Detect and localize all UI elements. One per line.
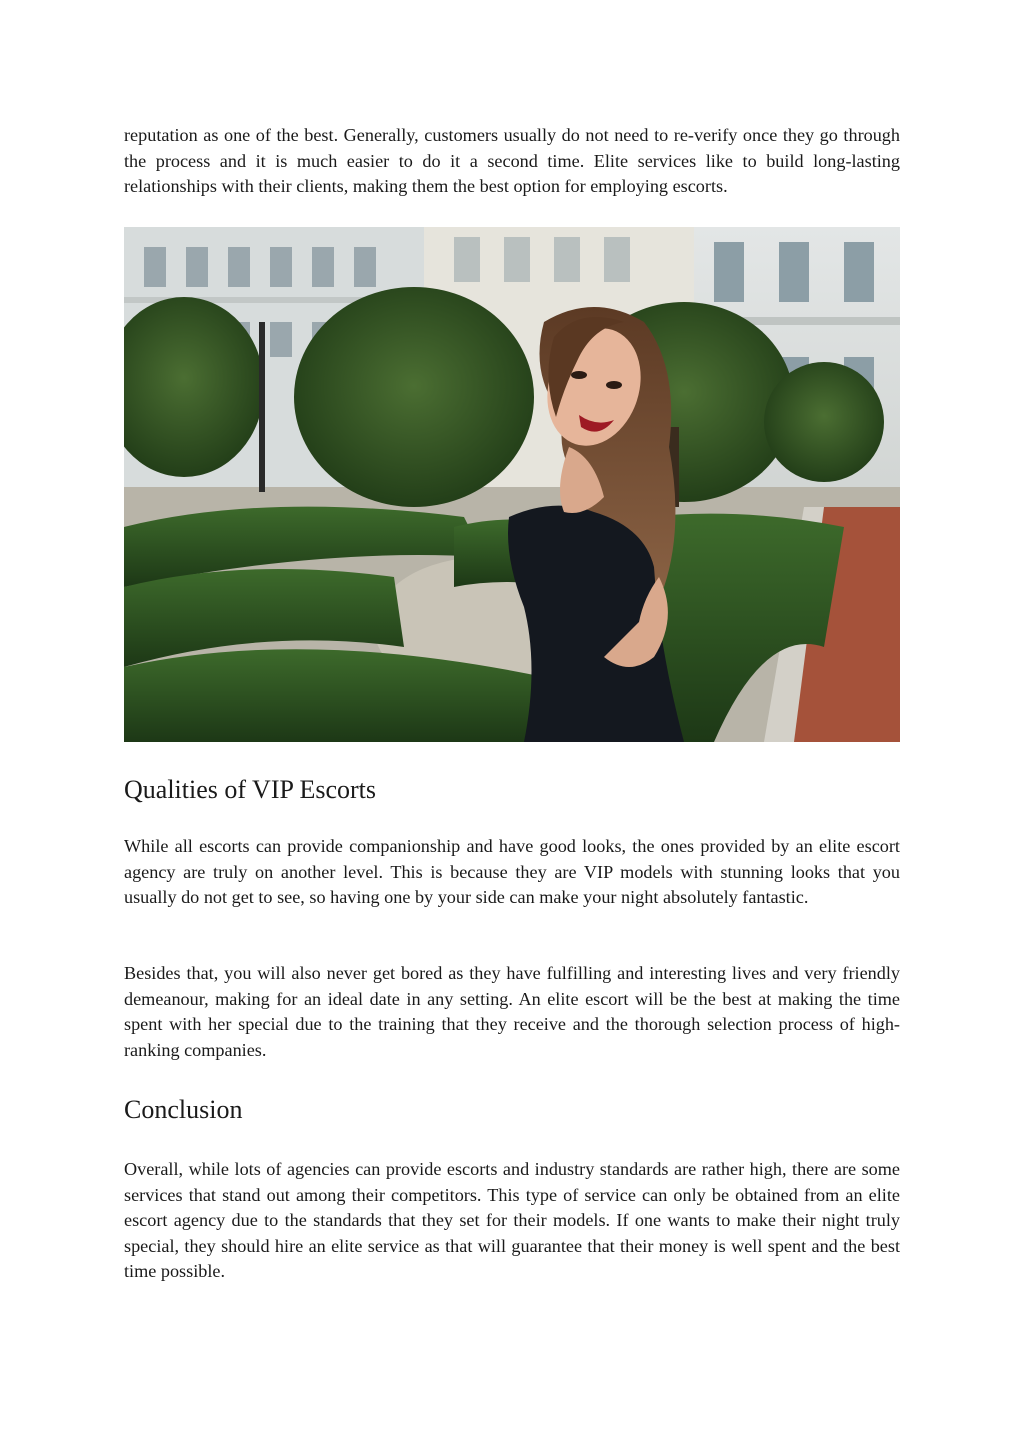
paragraph-qualities-1: While all escorts can provide companionship and have good looks, the ones provided by an elite escort agency are truly on another level. This is because they are VIP models with stunning looks that you usually do not get to see, so having one by your side can make your night absolutely fantastic.	[124, 836, 900, 908]
intro-paragraph: reputation as one of the best. Generally, customers usually do not need to re-verify once they go through the process and it is much easier to do it a second time. Elite services like to build long-lasting relationships with their clients, making them the best option for employing escorts.	[124, 125, 900, 197]
paragraph-conclusion: Overall, while lots of agencies can provide escorts and industry standards are rather high, there are some services that stand out among their competitors. This type of service can only be obtained from an elite escort agency due to the standards that they set for their models. If one wants to make their night truly special, they should hire an elite service as that will guarantee that their money is well spent and the best time possible.	[124, 1159, 900, 1282]
section-heading-qualities: Qualities of VIP Escorts	[124, 775, 377, 804]
section-heading-conclusion: Conclusion	[124, 1095, 243, 1124]
paragraph-qualities-2: Besides that, you will also never get bored as they have fulfilling and interesting lives and very friendly demeanour, making for an ideal date in any setting. An elite escort will be the best at making the time spent with her special due to the training that they receive and the thorough selection process of high-ranking companies.	[124, 963, 900, 1060]
woman-in-garden-photo	[124, 227, 900, 742]
